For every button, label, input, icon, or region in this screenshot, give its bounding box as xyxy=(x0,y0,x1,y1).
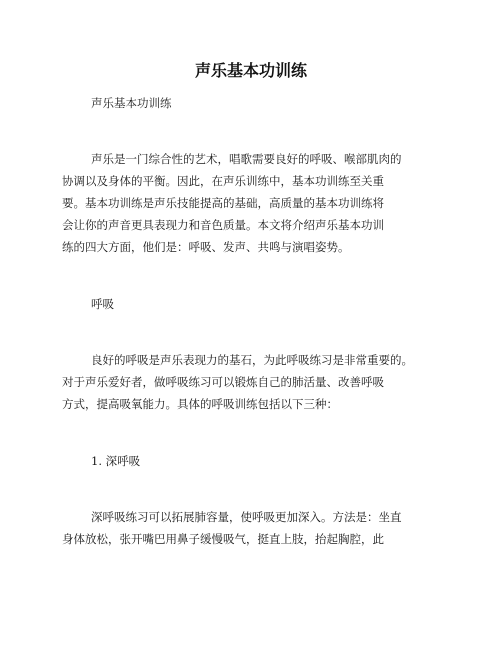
document-title: 声乐基本功训练 xyxy=(194,61,307,80)
intro-line-5: 练的四大方面，他们是：呼吸、发声、共鸣与演唱姿势。 xyxy=(62,240,350,254)
intro-line-2: 协调以及身体的平衡。因此，在声乐训练中，基本功训练至关重 xyxy=(62,174,384,188)
intro-line-4: 会让你的声音更具表现力和音色质量。本文将介绍声乐基本功训 xyxy=(62,218,384,232)
section-heading-breathing: 呼吸 xyxy=(91,297,114,311)
section-line-3: 方式，提高吸氧能力。具体的呼吸训练包括以下三种： xyxy=(62,397,338,411)
intro-line-3: 要。基本功训练是声乐技能提高的基础，高质量的基本功训练将 xyxy=(62,196,384,210)
intro-line-1: 声乐是一门综合性的艺术，唱歌需要良好的呼吸、喉部肌肉的 xyxy=(91,152,402,166)
section-line-2: 对于声乐爱好者，做呼吸练习可以锻炼自己的肺活量、改善呼吸 xyxy=(62,375,384,389)
section-line-1: 良好的呼吸是声乐表现力的基石，为此呼吸练习是非常重要的。 xyxy=(91,353,413,367)
item-line-1: 深呼吸练习可以拓展肺容量，使呼吸更加深入。方法是：坐直 xyxy=(91,510,402,524)
document-subtitle: 声乐基本功训练 xyxy=(91,96,172,110)
item-line-2: 身体放松，张开嘴巴用鼻子缓慢吸气，挺直上肢，抬起胸腔，此 xyxy=(62,532,384,546)
item-heading-deep-breathing: 1. 深呼吸 xyxy=(91,454,141,468)
